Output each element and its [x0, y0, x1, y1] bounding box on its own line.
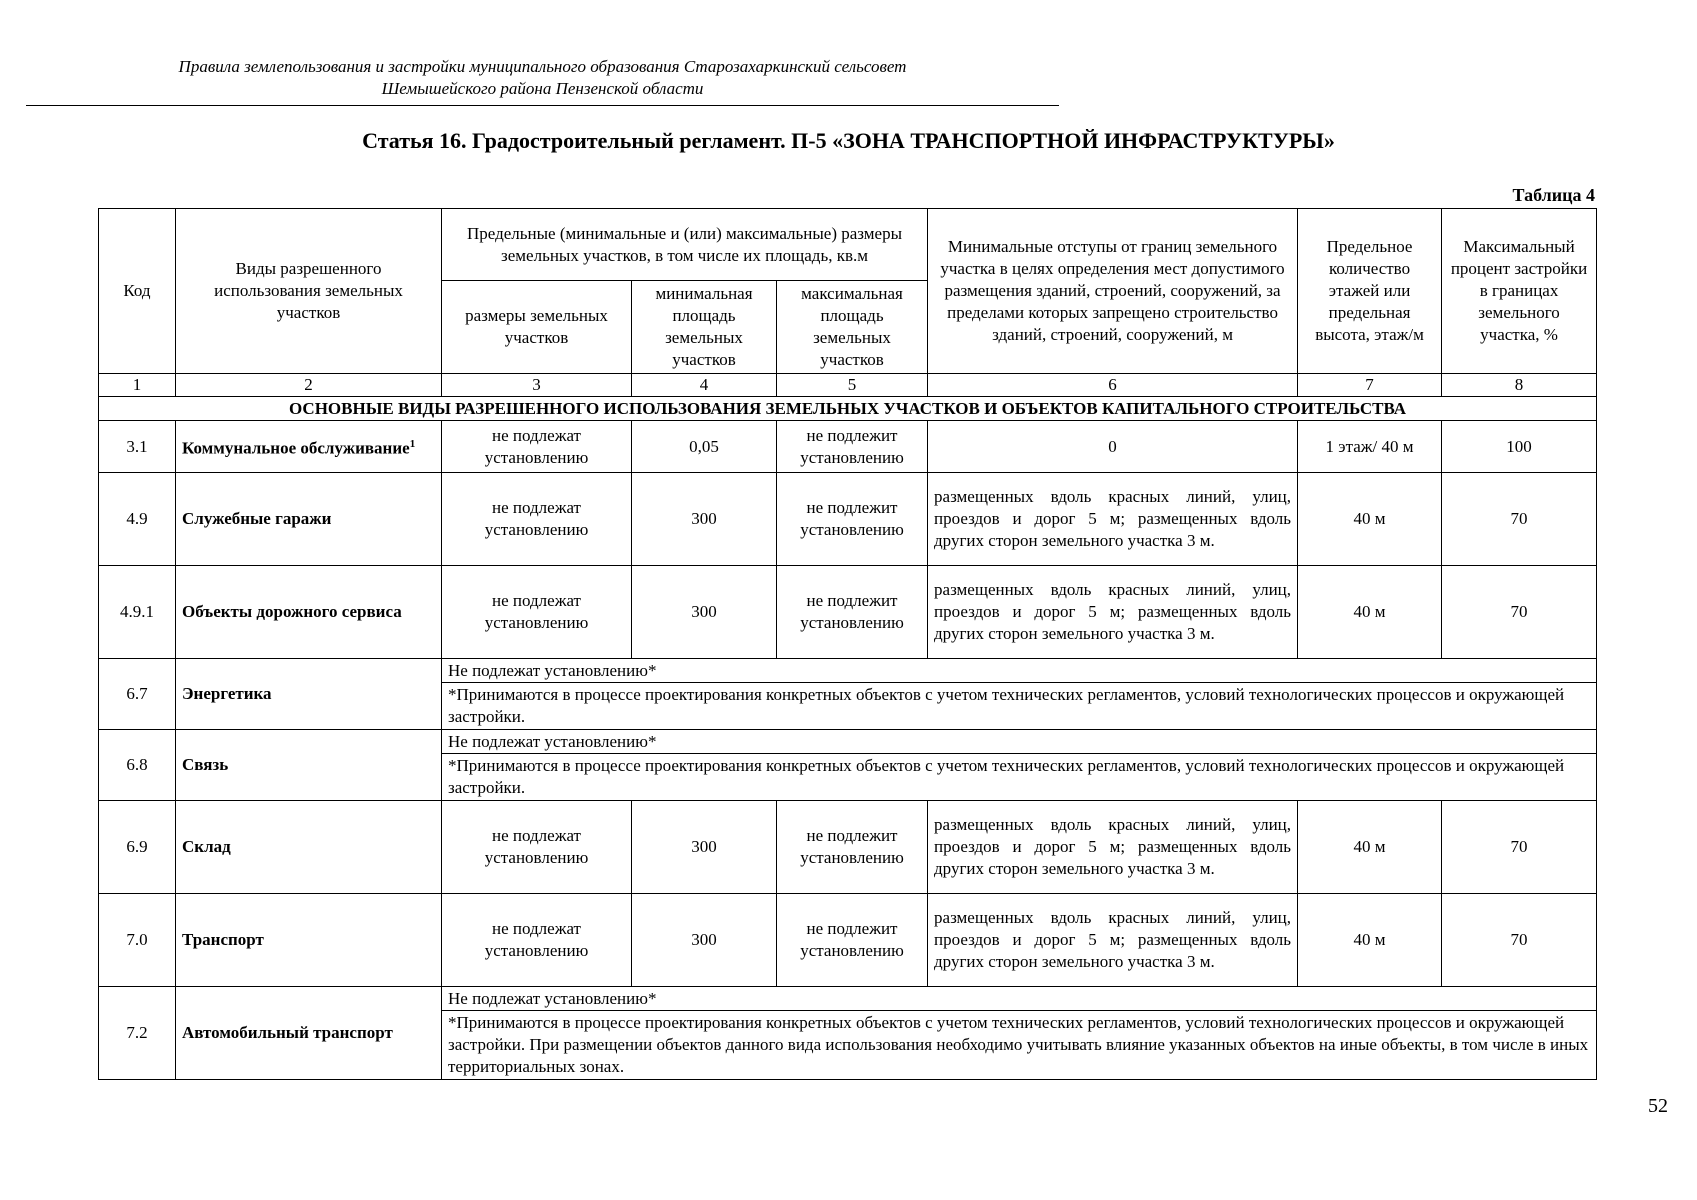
row-name: Служебные гаражи [176, 473, 442, 566]
header-floors: Предельное количество этажей или предельная высота, этаж/м [1298, 209, 1442, 374]
row-name-text: Коммунальное обслуживание [182, 438, 410, 458]
table-row [99, 421, 1597, 473]
col-number: 8 [1442, 374, 1597, 397]
row-max-area: не подлежит установлению [777, 473, 928, 566]
col-number: 2 [176, 374, 442, 397]
row-setback: размещенных вдоль красных линий, улиц, проездов и дорог 5 м; размещенных вдоль других сторон земельного участка 3 м. [928, 473, 1298, 566]
row-min-area: 300 [632, 801, 777, 894]
table-caption: Таблица 4 [1512, 185, 1595, 205]
header-setbacks: Минимальные отступы от границ земельного участка в целях определения мест допустимого размещения зданий, строений, сооружений, за пределами которых запрещено строительство зданий, строений, сооружений, м [928, 209, 1298, 374]
row-note-detail: *Принимаются в процессе проектирования конкретных объектов с учетом технических регламентов, условий технологических процессов и окружающей застройки. При размещении объектов данного вида использования необходимо учитывать влияние указанных объектов на иные объекты, в том числе в иных территориальных зонах. [442, 1011, 1597, 1080]
header-line-2: Шемышейского района Пензенской области [381, 79, 704, 98]
col-number: 7 [1298, 374, 1442, 397]
row-code: 6.8 [99, 730, 176, 801]
col-number: 1 [99, 374, 176, 397]
row-code: 3.1 [99, 421, 176, 473]
header-max-area: максимальная площадь земельных участков [777, 281, 928, 374]
document-header [26, 56, 1059, 100]
row-name: Склад [176, 801, 442, 894]
row-setback: размещенных вдоль красных линий, улиц, проездов и дорог 5 м; размещенных вдоль других сторон земельного участка 3 м. [928, 894, 1298, 987]
row-name [176, 421, 442, 473]
row-note: Не подлежат установлению* [442, 730, 1597, 754]
table-row [99, 659, 1597, 683]
row-code: 4.9 [99, 473, 176, 566]
footnote-mark: 1 [409, 438, 416, 451]
row-max-area: не подлежит установлению [777, 894, 928, 987]
row-name: Связь [176, 730, 442, 801]
row-size: не подлежат установлению [442, 894, 632, 987]
header-percent: Максимальный процент застройки в границах земельного участка, % [1442, 209, 1597, 374]
row-setback: размещенных вдоль красных линий, улиц, проездов и дорог 5 м; размещенных вдоль других сторон земельного участка 3 м. [928, 566, 1298, 659]
row-code: 7.2 [99, 987, 176, 1080]
row-percent: 70 [1442, 801, 1597, 894]
row-code: 7.0 [99, 894, 176, 987]
row-setback: размещенных вдоль красных линий, улиц, проездов и дорог 5 м; размещенных вдоль других сторон земельного участка 3 м. [928, 801, 1298, 894]
col-number: 5 [777, 374, 928, 397]
row-name: Энергетика [176, 659, 442, 730]
row-floors: 40 м [1298, 894, 1442, 987]
column-number-row [99, 374, 1597, 397]
row-size: не подлежат установлению [442, 566, 632, 659]
row-percent: 70 [1442, 566, 1597, 659]
header-rule [26, 105, 1059, 106]
row-setback: 0 [928, 421, 1298, 473]
row-code: 4.9.1 [99, 566, 176, 659]
col-number: 4 [632, 374, 777, 397]
header-types: Виды разрешенного использования земельных участков [176, 209, 442, 374]
row-note-detail: *Принимаются в процессе проектирования конкретных объектов с учетом технических регламентов, условий технологических процессов и окружающей застройки. [442, 754, 1597, 801]
row-max-area: не подлежит установлению [777, 566, 928, 659]
row-max-area: не подлежит установлению [777, 801, 928, 894]
row-note: Не подлежат установлению* [442, 659, 1597, 683]
row-min-area: 300 [632, 566, 777, 659]
row-note-detail: *Принимаются в процессе проектирования конкретных объектов с учетом технических регламентов, условий технологических процессов и окружающей застройки. [442, 683, 1597, 730]
row-floors: 40 м [1298, 473, 1442, 566]
col-number: 6 [928, 374, 1298, 397]
row-name: Объекты дорожного сервиса [176, 566, 442, 659]
table-row [99, 730, 1597, 754]
row-size: не подлежат установлению [442, 473, 632, 566]
row-floors: 40 м [1298, 801, 1442, 894]
section-title: ОСНОВНЫЕ ВИДЫ РАЗРЕШЕННОГО ИСПОЛЬЗОВАНИЯ ЗЕМЕЛЬНЫХ УЧАСТКОВ И ОБЪЕКТОВ КАПИТАЛЬНОГО СТРОИТЕЛЬСТВА [99, 397, 1597, 421]
table-row [99, 566, 1597, 659]
table-row [99, 473, 1597, 566]
page-number: 52 [1648, 1095, 1668, 1117]
row-min-area: 300 [632, 894, 777, 987]
row-min-area: 0,05 [632, 421, 777, 473]
row-name: Автомобильный транспорт [176, 987, 442, 1080]
row-max-area: не подлежит установлению [777, 421, 928, 473]
table-row [99, 987, 1597, 1011]
row-percent: 70 [1442, 473, 1597, 566]
header-line-1: Правила землепользования и застройки муниципального образования Старозахаркинский сельсовет [178, 57, 907, 76]
row-note: Не подлежат установлению* [442, 987, 1597, 1011]
header-min-area: минимальная площадь земельных участков [632, 281, 777, 374]
row-floors: 40 м [1298, 566, 1442, 659]
header-sizes: размеры земельных участков [442, 281, 632, 374]
article-title: Статья 16. Градостроительный регламент. П-5 «ЗОНА ТРАНСПОРТНОЙ ИНФРАСТРУКТУРЫ» [362, 128, 1335, 153]
row-size: не подлежат установлению [442, 801, 632, 894]
col-number: 3 [442, 374, 632, 397]
row-code: 6.7 [99, 659, 176, 730]
table-row [99, 894, 1597, 987]
row-name: Транспорт [176, 894, 442, 987]
regulation-table [98, 208, 1597, 1080]
row-percent: 70 [1442, 894, 1597, 987]
header-limits: Предельные (минимальные и (или) максимальные) размеры земельных участков, в том числе их площадь, кв.м [442, 209, 928, 281]
table-row [99, 801, 1597, 894]
row-floors: 1 этаж/ 40 м [1298, 421, 1442, 473]
header-code: Код [99, 209, 176, 374]
row-percent: 100 [1442, 421, 1597, 473]
row-size: не подлежат установлению [442, 421, 632, 473]
row-code: 6.9 [99, 801, 176, 894]
row-min-area: 300 [632, 473, 777, 566]
